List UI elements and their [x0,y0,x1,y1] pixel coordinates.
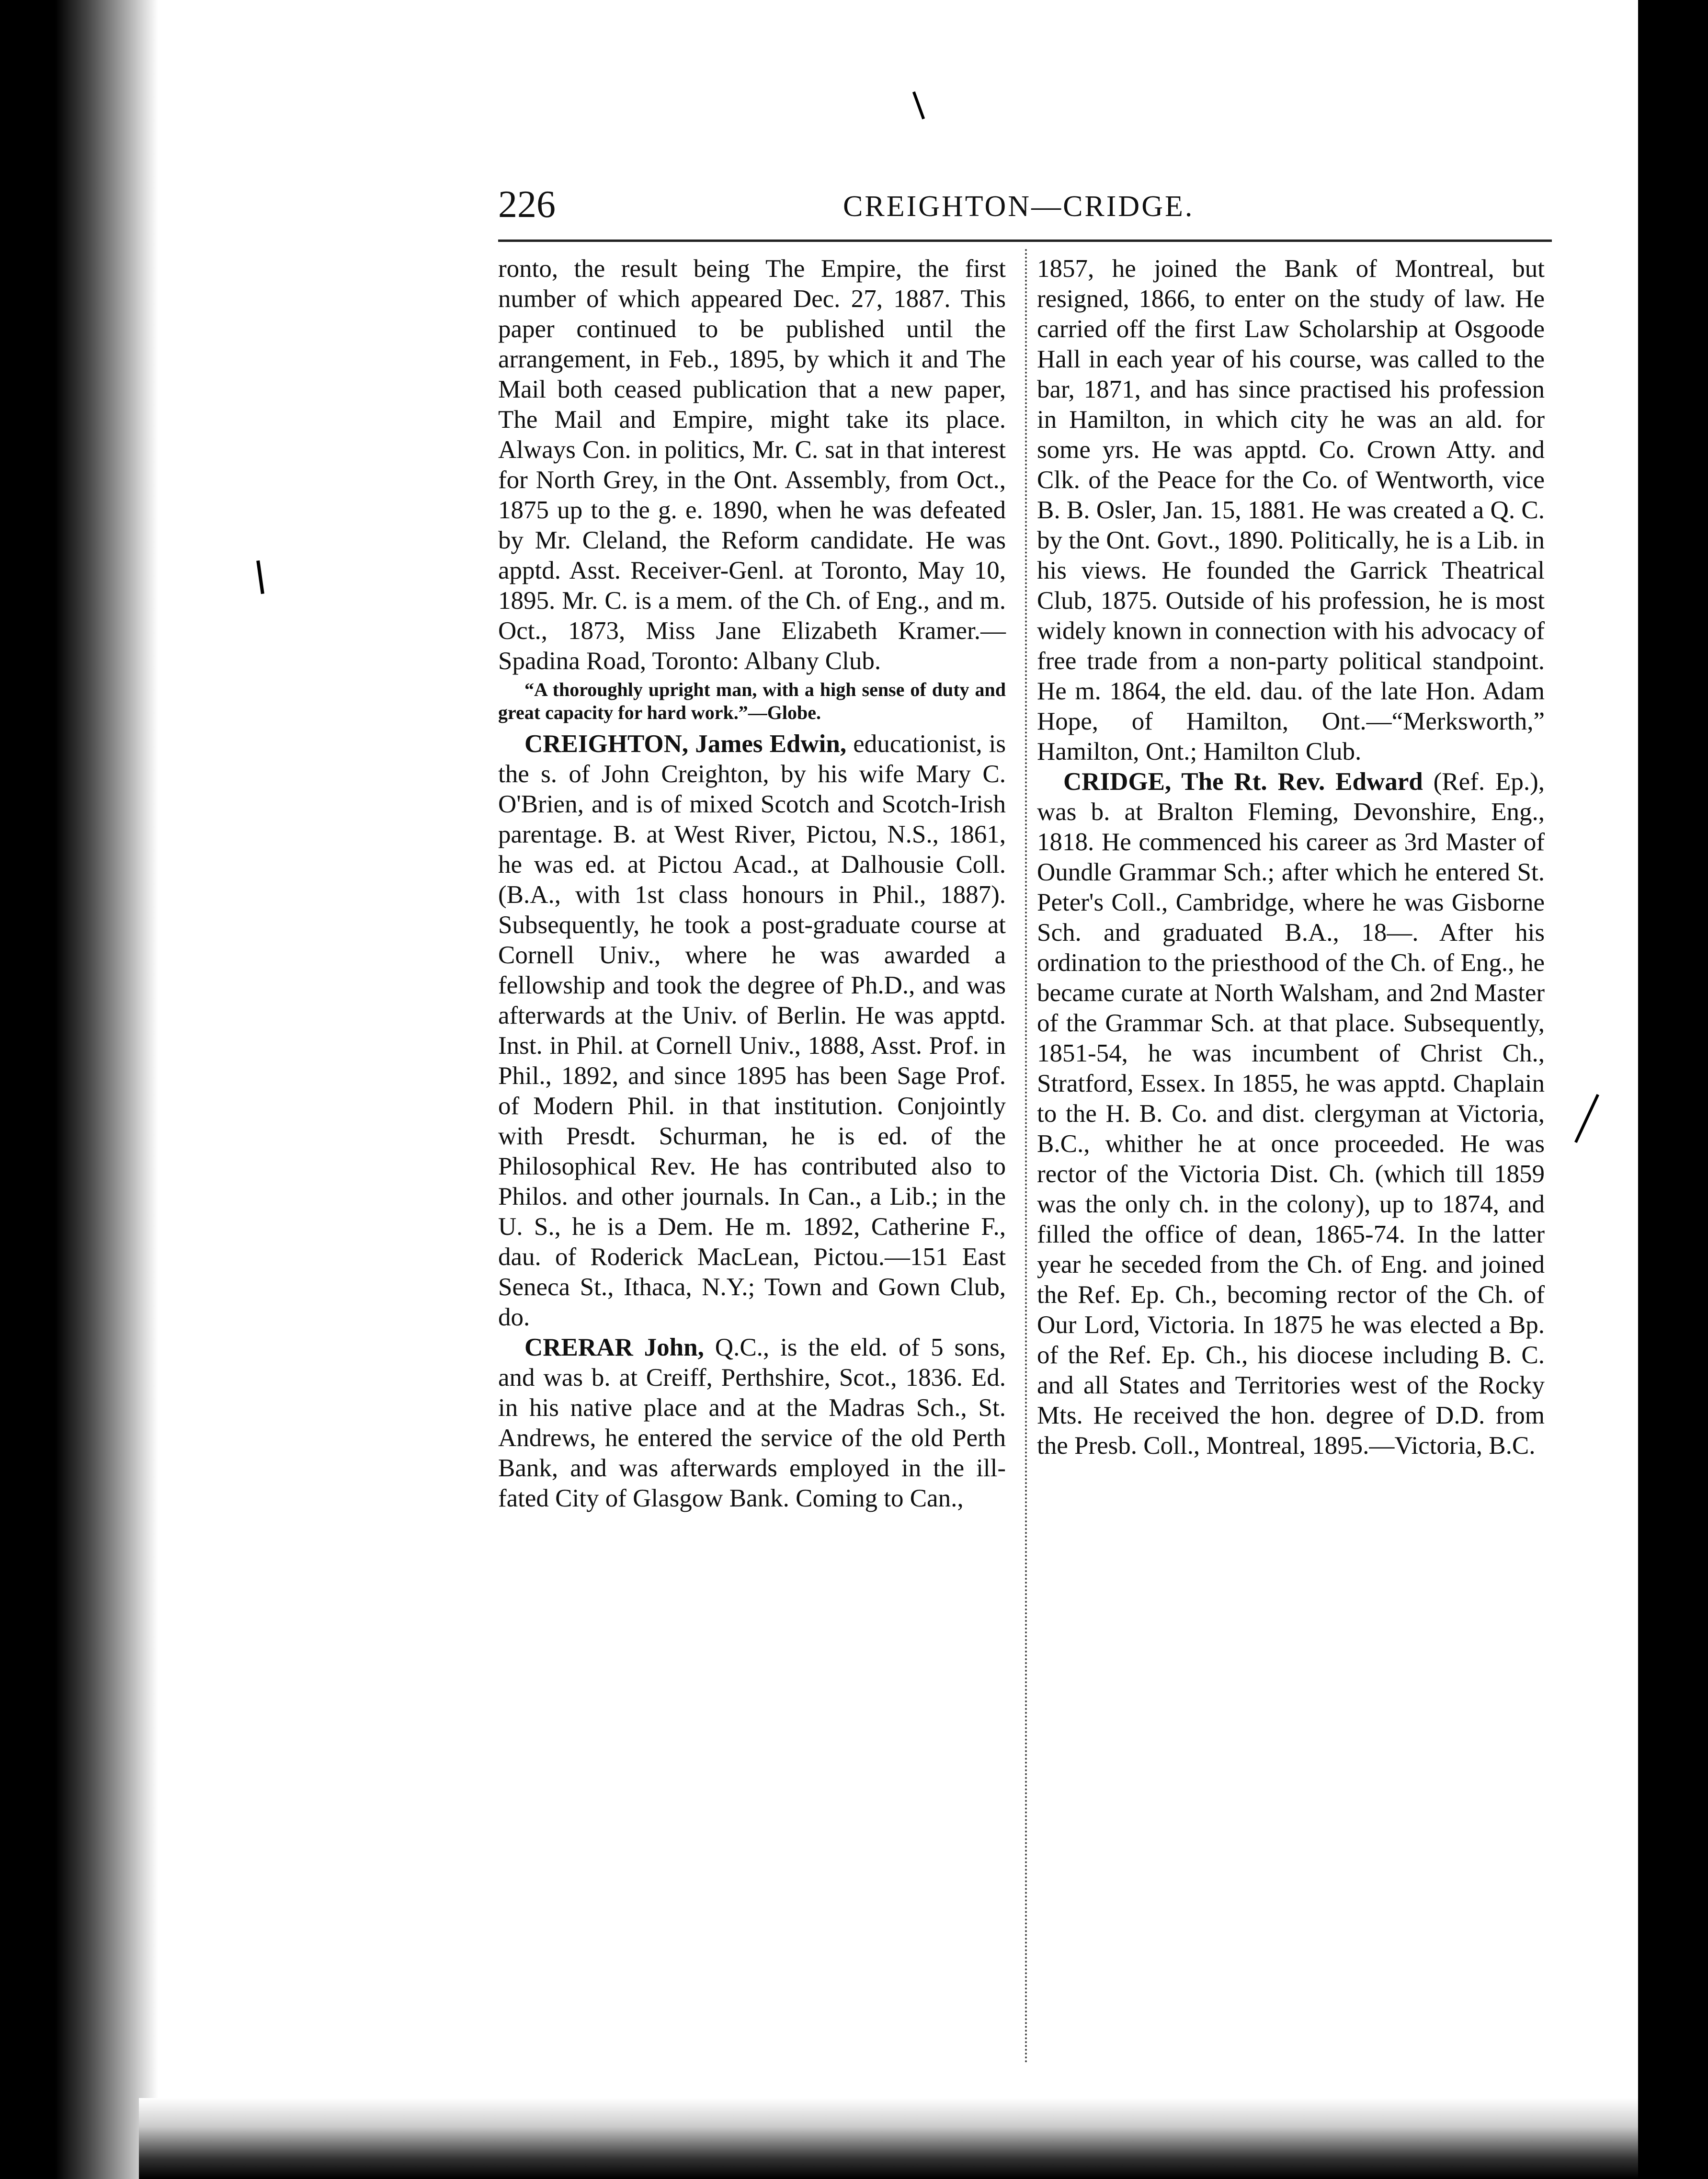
entry-name: CRERAR John, [524,1334,704,1361]
entry-text: educationist, is the s. of John Creighton, by his wife Mary C. O'Brien, and is of mixed Scotch and Scotch-Irish parentage. B. at West River, Pictou, N.S., 1861, he was ed. at Pictou Acad., at Dalhousie Coll. (B.A., with 1st class honours in Phil., 1887). Subsequently, he took a post-graduate course at Cornell Univ., where he was awarded a fellowship and took the degree of Ph.D., and was afterwards at the Univ. of Berlin. He was apptd. Inst. in Phil. at Cornell Univ., 1888, Asst. Prof. in Phil., 1892, and since 1895 has been Sage Prof. of Modern Phil. in that institution. Conjointly with Presdt. Schurman, he is ed. of the Philosophical Rev. He has contributed also to Philos. and other journals. In Can., a Lib.; in the U. S., he is a Dem. He m. 1892, Catherine F., dau. of Roderick MacLean, Pictou.—151 East Seneca St., Ithaca, N.Y.; Town and Gown Club, do. [498,730,1006,1331]
entry-name: CREIGHTON, James Edwin, [524,730,847,758]
page-header [498,183,1581,236]
left-column [498,254,1006,1514]
running-head: CREIGHTON—CRIDGE. [843,190,1195,223]
entry-name: CRIDGE, The Rt. Rev. Edward [1063,768,1423,796]
globe-quote: “A thoroughly upright man, with a high sense of duty and great capacity for hard work.”—Globe. [498,679,1006,723]
right-column [1037,254,1545,1461]
binding-gutter-shadow [0,0,158,2179]
crerar-continued-paragraph: 1857, he joined the Bank of Montreal, but resigned, 1866, to enter on the study of law. He carried off the first Law Scholarship at Osgoode Hall in each year of his course, was called to the bar, 1871, and has since practised his profession in Hamilton, in which city he was an ald. for some yrs. He was apptd. Co. Crown Atty. and Clk. of the Peace for the Co. of Wentworth, vice B. B. Osler, Jan. 15, 1881. He was created a Q. C. by the Ont. Govt., 1890. Politically, he is a Lib. in his views. He founded the Garrick Theatrical Club, 1875. Outside of his profession, he is most widely known in connection with his advocacy of free trade from a non-party political standpoint. He m. 1864, the eld. dau. of the late Hon. Adam Hope, of Hamilton, Ont.—“Merksworth,” Hamilton, Ont.; Hamilton Club. [1037,255,1545,765]
page-number: 226 [498,183,556,226]
header-rule [498,240,1552,242]
entry-cridge-edward [1037,767,1545,1461]
creighton-continued-paragraph: ronto, the result being The Empire, the first number of which appeared Dec. 27, 1887. This paper continued to be published until the arrangement, in Feb., 1895, by which it and The Mail both ceased publication that a new paper, The Mail and Empire, might take its place. Always Con. in politics, Mr. C. sat in that interest for North Grey, in the Ont. Assembly, from Oct., 1875 up to the g. e. 1890, when he was defeated by Mr. Cleland, the Reform candidate. He was apptd. Asst. Receiver-Genl. at Toronto, May 10, 1895. Mr. C. is a mem. of the Ch. of Eng., and m. Oct., 1873, Miss Jane Elizabeth Kramer.—Spadina Road, Toronto: Albany Club. [498,255,1006,675]
entry-text: (Ref. Ep.), was b. at Bralton Fleming, Devonshire, Eng., 1818. He commenced his career as 3rd Master of Oundle Grammar Sch.; after which he entered St. Peter's Coll., Cambridge, where he was Gisborne Sch. and graduated B.A., 18—. After his ordination to the priesthood of the Ch. of Eng., he became curate at North Walsham, and 2nd Master of the Grammar Sch. at that place. Subsequently, 1851-54, he was incumbent of Christ Ch., Stratford, Essex. In 1855, he was apptd. Chaplain to the H. B. Co. and dist. clergyman at Victoria, B.C., whither he at once proceeded. He was rector of the Victoria Dist. Ch. (which till 1859 was the only ch. in the colony), up to 1874, and filled the office of dean, 1865-74. In the latter year he seceded from the Ch. of Eng. and joined the Ref. Ep. Ch., becoming rector of the Ch. of Our Lord, Victoria. In 1875 he was elected a Bp. of the Ref. Ep. Ch., his diocese including B. C. and all States and Territories west of the Rocky Mts. He received the hon. degree of D.D. from the Presb. Coll., Montreal, 1895.—Victoria, B.C. [1037,768,1545,1460]
entry-creighton-james-edwin [498,729,1006,1333]
entry-crerar-john [498,1333,1006,1514]
entry-text: Q.C., is the eld. of 5 sons, and was b. at Creiff, Perthshire, Scot., 1836. Ed. in his native place and at the Madras Sch., St. Andrews, he entered the service of the old Perth Bank, and was afterwards employed in the ill-fated City of Glasgow Bank. Coming to Can., [498,1334,1006,1512]
bottom-edge-shadow [139,2098,1638,2179]
column-divider [1025,249,1027,2065]
